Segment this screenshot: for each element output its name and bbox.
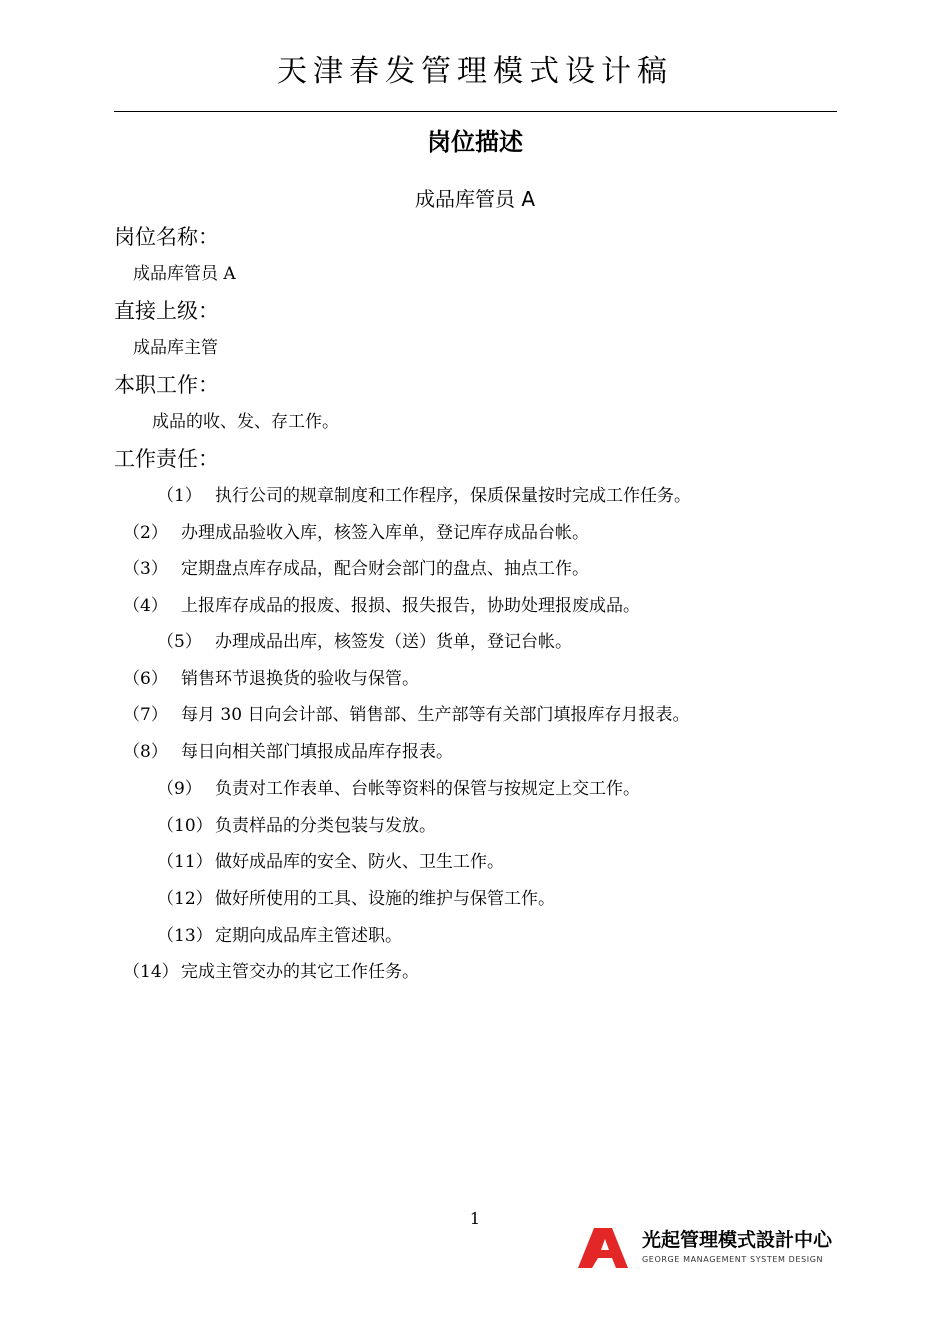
logo-name: 光起管理模式設計中心 (642, 1229, 833, 1251)
list-item (123, 521, 589, 545)
item-number: （1） (157, 486, 202, 506)
list-item (157, 814, 436, 838)
direct-superior-heading: 直接上级： (114, 299, 219, 323)
list-item (123, 960, 419, 984)
list-item (157, 484, 691, 508)
document-subtitle: 成品库管员 A (414, 187, 536, 211)
list-item (123, 557, 589, 581)
logo-subtitle: GEORGE MANAGEMENT SYSTEM DESIGN (642, 1255, 824, 1264)
item-number: （11） (157, 852, 213, 872)
item-number: （8） (123, 742, 168, 762)
list-item (157, 630, 572, 654)
position-name-heading: 岗位名称： (114, 225, 219, 249)
item-number: （12） (157, 889, 213, 909)
header-divider (114, 111, 837, 112)
item-number: （10） (157, 816, 213, 836)
list-item (123, 594, 640, 618)
position-name-value: 成品库管员 A (133, 264, 236, 284)
list-item (123, 703, 689, 727)
item-number: （3） (123, 559, 168, 579)
header-title: 天津春发管理模式设计稿 (277, 54, 673, 89)
item-text: 每日向相关部门填报成品库存报表。 (181, 742, 453, 762)
direct-superior-value: 成品库主管 (133, 338, 218, 358)
item-text: 做好成品库的安全、防火、卫生工作。 (215, 852, 504, 872)
item-text: 完成主管交办的其它工作任务。 (181, 962, 419, 982)
main-work-value: 成品的收、发、存工作。 (152, 412, 339, 432)
item-number: （14） (123, 962, 179, 982)
item-number: （9） (157, 779, 202, 799)
list-item (123, 740, 453, 764)
item-number: （7） (123, 705, 168, 725)
item-text: 定期盘点库存成品，配合财会部门的盘点、抽点工作。 (181, 559, 589, 579)
item-text: 负责对工作表单、台帐等资料的保管与按规定上交工作。 (215, 779, 640, 799)
list-item (157, 924, 402, 948)
list-item (157, 850, 504, 874)
item-text: 每月 30 日向会计部、销售部、生产部等有关部门填报库存月报表。 (181, 705, 690, 725)
item-number: （13） (157, 926, 213, 946)
company-logo (576, 1226, 838, 1270)
item-text: 负责样品的分类包装与发放。 (215, 816, 436, 836)
item-number: （5） (157, 632, 202, 652)
item-text: 做好所使用的工具、设施的维护与保管工作。 (215, 889, 555, 909)
document-title: 岗位描述 (427, 128, 523, 156)
item-text: 办理成品验收入库，核签入库单，登记库存成品台帐。 (181, 523, 589, 543)
item-number: （4） (123, 596, 168, 616)
item-number: （6） (123, 669, 168, 689)
item-text: 办理成品出库，核签发（送）货单，登记台帐。 (215, 632, 572, 652)
logo-a-mark-icon (576, 1226, 632, 1270)
item-text: 定期向成品库主管述职。 (215, 926, 402, 946)
item-text: 销售环节退换货的验收与保管。 (181, 669, 419, 689)
list-item (123, 667, 419, 691)
item-number: （2） (123, 523, 168, 543)
responsibilities-heading: 工作责任： (114, 447, 219, 471)
list-item (157, 887, 555, 911)
page-number: 1 (469, 1209, 481, 1228)
item-text: 上报库存成品的报废、报损、报失报告，协助处理报废成品。 (181, 596, 640, 616)
main-work-heading: 本职工作： (114, 373, 219, 397)
list-item (157, 777, 640, 801)
item-text: 执行公司的规章制度和工作程序，保质保量按时完成工作任务。 (215, 486, 691, 506)
